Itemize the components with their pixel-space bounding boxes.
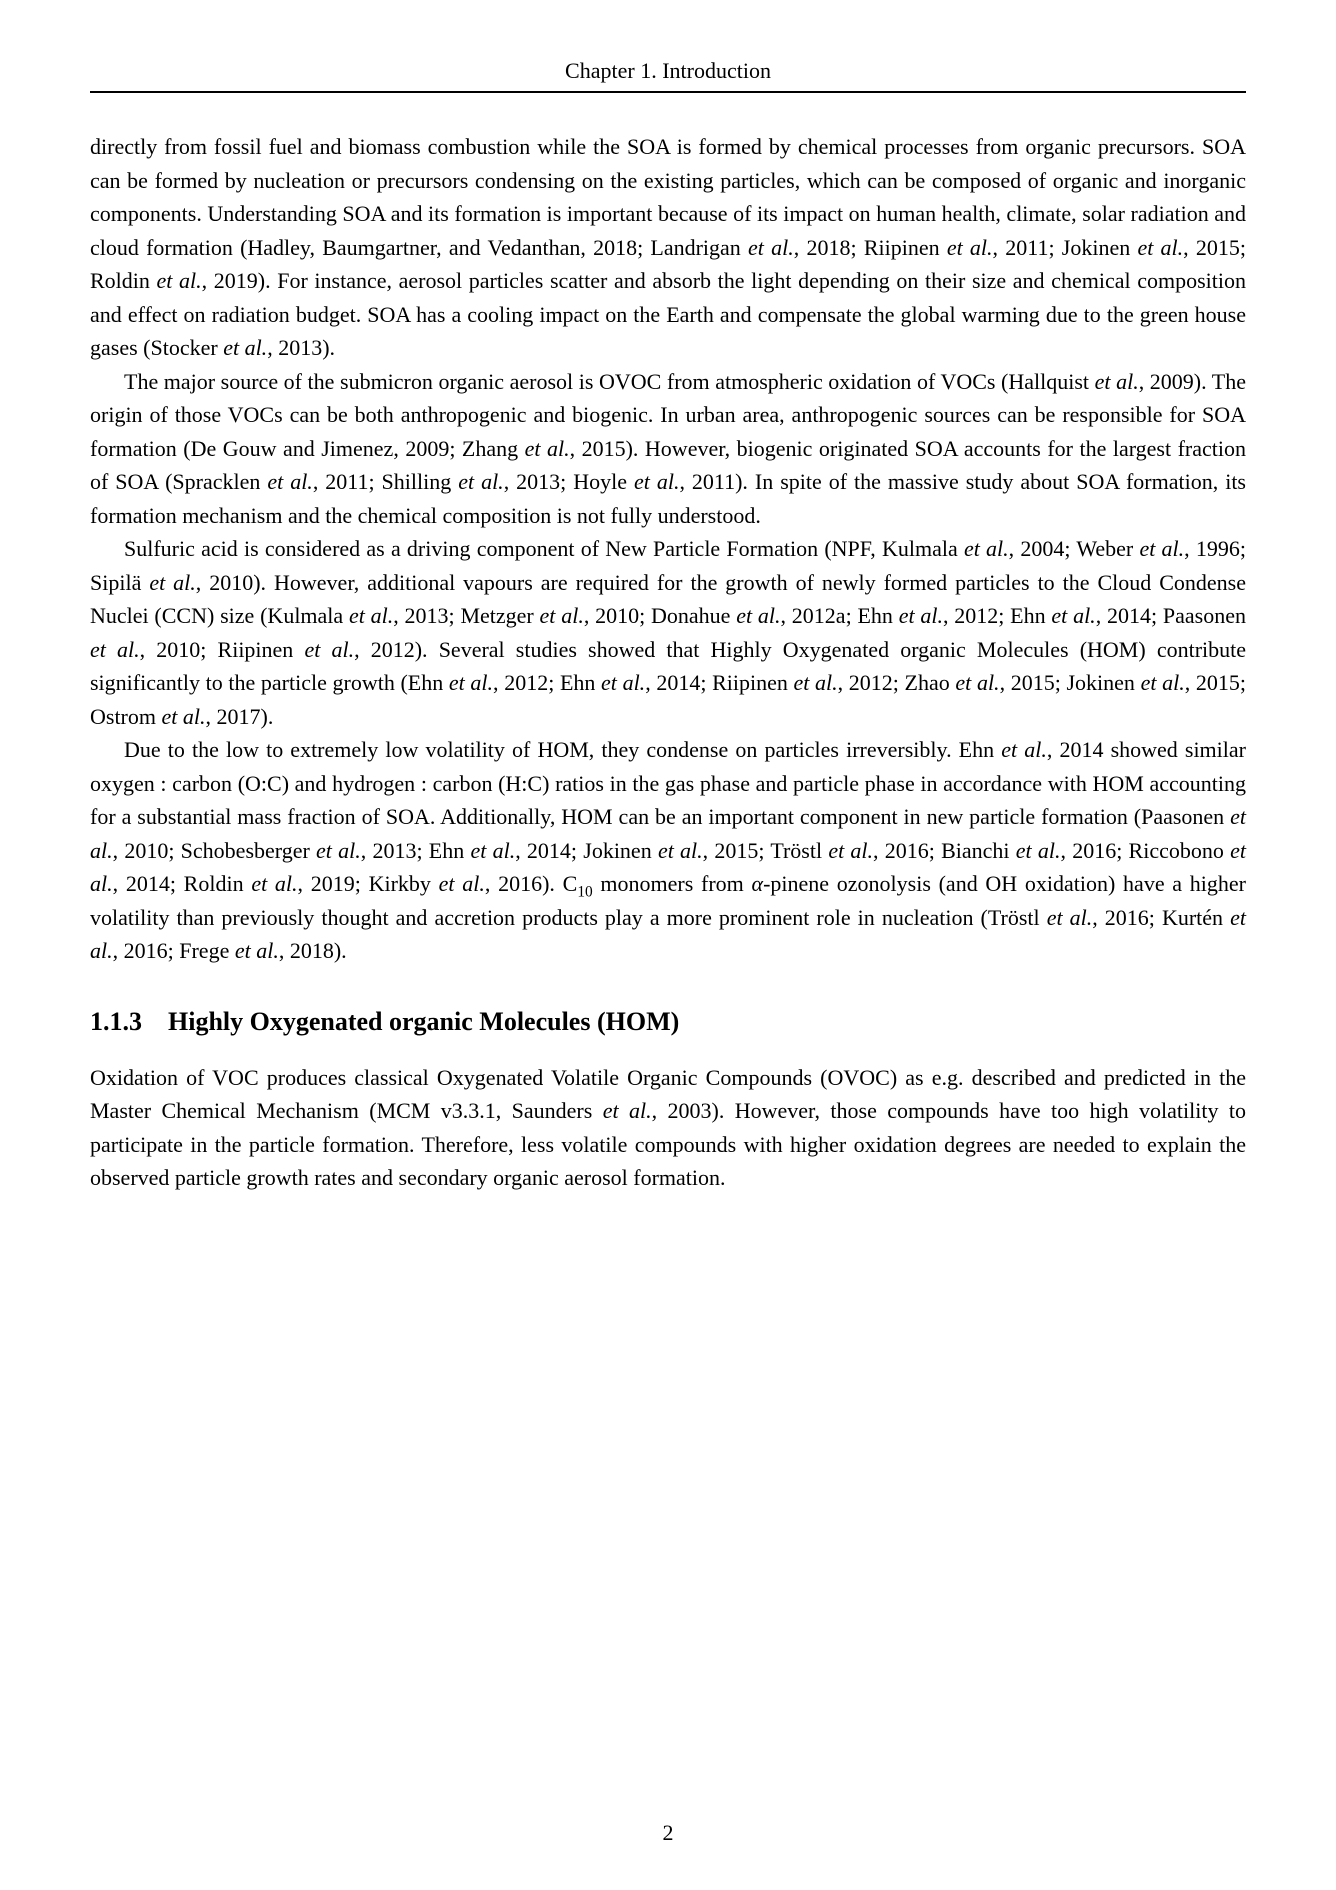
running-header: Chapter 1. Introduction <box>565 58 771 83</box>
text-block <box>90 0 1246 1195</box>
body-paragraph: directly from fossil fuel and biomass combustion while the SOA is formed by chemical processes from organic precursors. SOA can be formed by nucleation or precursors condensing on the existing particles, which can be composed of organic and inorganic components. Understanding SOA and its formation is important because of its impact on human health, climate, solar radiation and cloud formation (Hadley, Baumgartner, and Vedanthan, 2018; Landrigan et al., 2018; Riipinen et al., 2011; Jokinen et al., 2015; Roldin et al., 2019). For instance, aerosol particles scatter and absorb the light depending on their size and chemical composition and effect on radiation budget. SOA has a cooling impact on the Earth and compensate the global warming due to the green house gases (Stocker et al., 2013). <box>90 134 1247 360</box>
section-heading <box>90 1007 1246 1037</box>
body-paragraph: Due to the low to extremely low volatility of HOM, they condense on particles irreversibly. Ehn et al., 2014 showed similar oxygen : carbon (O:C) and hydrogen : carbon (H:C) ratios in the gas phase and particle phase in accordance with HOM accounting for a substantial mass fraction of SOA. Additionally, HOM can be an important component in new particle formation (Paasonen et al., 2010; Schobesberger et al., 2013; Ehn et al., 2014; Jokinen et al., 2015; Tröstl et al., 2016; Bianchi et al., 2016; Riccobono et al., 2014; Roldin et al., 2019; Kirkby et al., 2016). $C_{10}$ monomers from α-pinene ozonolysis (and OH oxidation) have a higher volatility than previously thought and accretion products play a more prominent role in nucleation (Tröstl et al., 2016; Kurtén et al., 2016; Frege et al., 2018). <box>90 737 1246 963</box>
section-number: 1.1.3 <box>90 1006 142 1036</box>
body-paragraph: Sulfuric acid is considered as a driving component of New Particle Formation (NPF, Kulmala et al., 2004; Weber et al., 1996; Sipilä et al., 2010). However, additional vapours are required for the growth of newly formed particles to the Cloud Condense Nuclei (CCN) size (Kulmala et al., 2013; Metzger et al., 2010; Donahue et al., 2012a; Ehn et al., 2012; Ehn et al., 2014; Paasonen et al., 2010; Riipinen et al., 2012). Several studies showed that Highly Oxygenated organic Molecules (HOM) contribute significantly to the particle growth (Ehn et al., 2012; Ehn et al., 2014; Riipinen et al., 2012; Zhao et al., 2015; Jokinen et al., 2015; Ostrom et al., 2017). <box>90 536 1247 729</box>
page-number: 2 <box>662 1820 674 1845</box>
body-paragraph: Oxidation of VOC produces classical Oxygenated Volatile Organic Compounds (OVOC) as e.g. described and predicted in the Master Chemical Mechanism (MCM v3.3.1, Saunders et al., 2003). However, those compounds have too high volatility to participate in the particle formation. Therefore, less volatile compounds with higher oxidation degrees are needed to explain the observed particle growth rates and secondary organic aerosol formation. <box>90 1064 1246 1190</box>
section-title: Highly Oxygenated organic Molecules (HOM) <box>168 1006 680 1036</box>
body-text <box>90 130 1246 1195</box>
header-rule <box>90 91 1246 93</box>
body-paragraph: The major source of the submicron organic aerosol is OVOC from atmospheric oxidation of VOCs (Hallquist et al., 2009). The origin of those VOCs can be both anthropogenic and biogenic. In urban area, anthropogenic sources can be responsible for SOA formation (De Gouw and Jimenez, 2009; Zhang et al., 2015). However, biogenic originated SOA accounts for the largest fraction of SOA (Spracklen et al., 2011; Shilling et al., 2013; Hoyle et al., 2011). In spite of the massive study about SOA formation, its formation mechanism and the chemical composition is not fully understood. <box>90 368 1246 528</box>
